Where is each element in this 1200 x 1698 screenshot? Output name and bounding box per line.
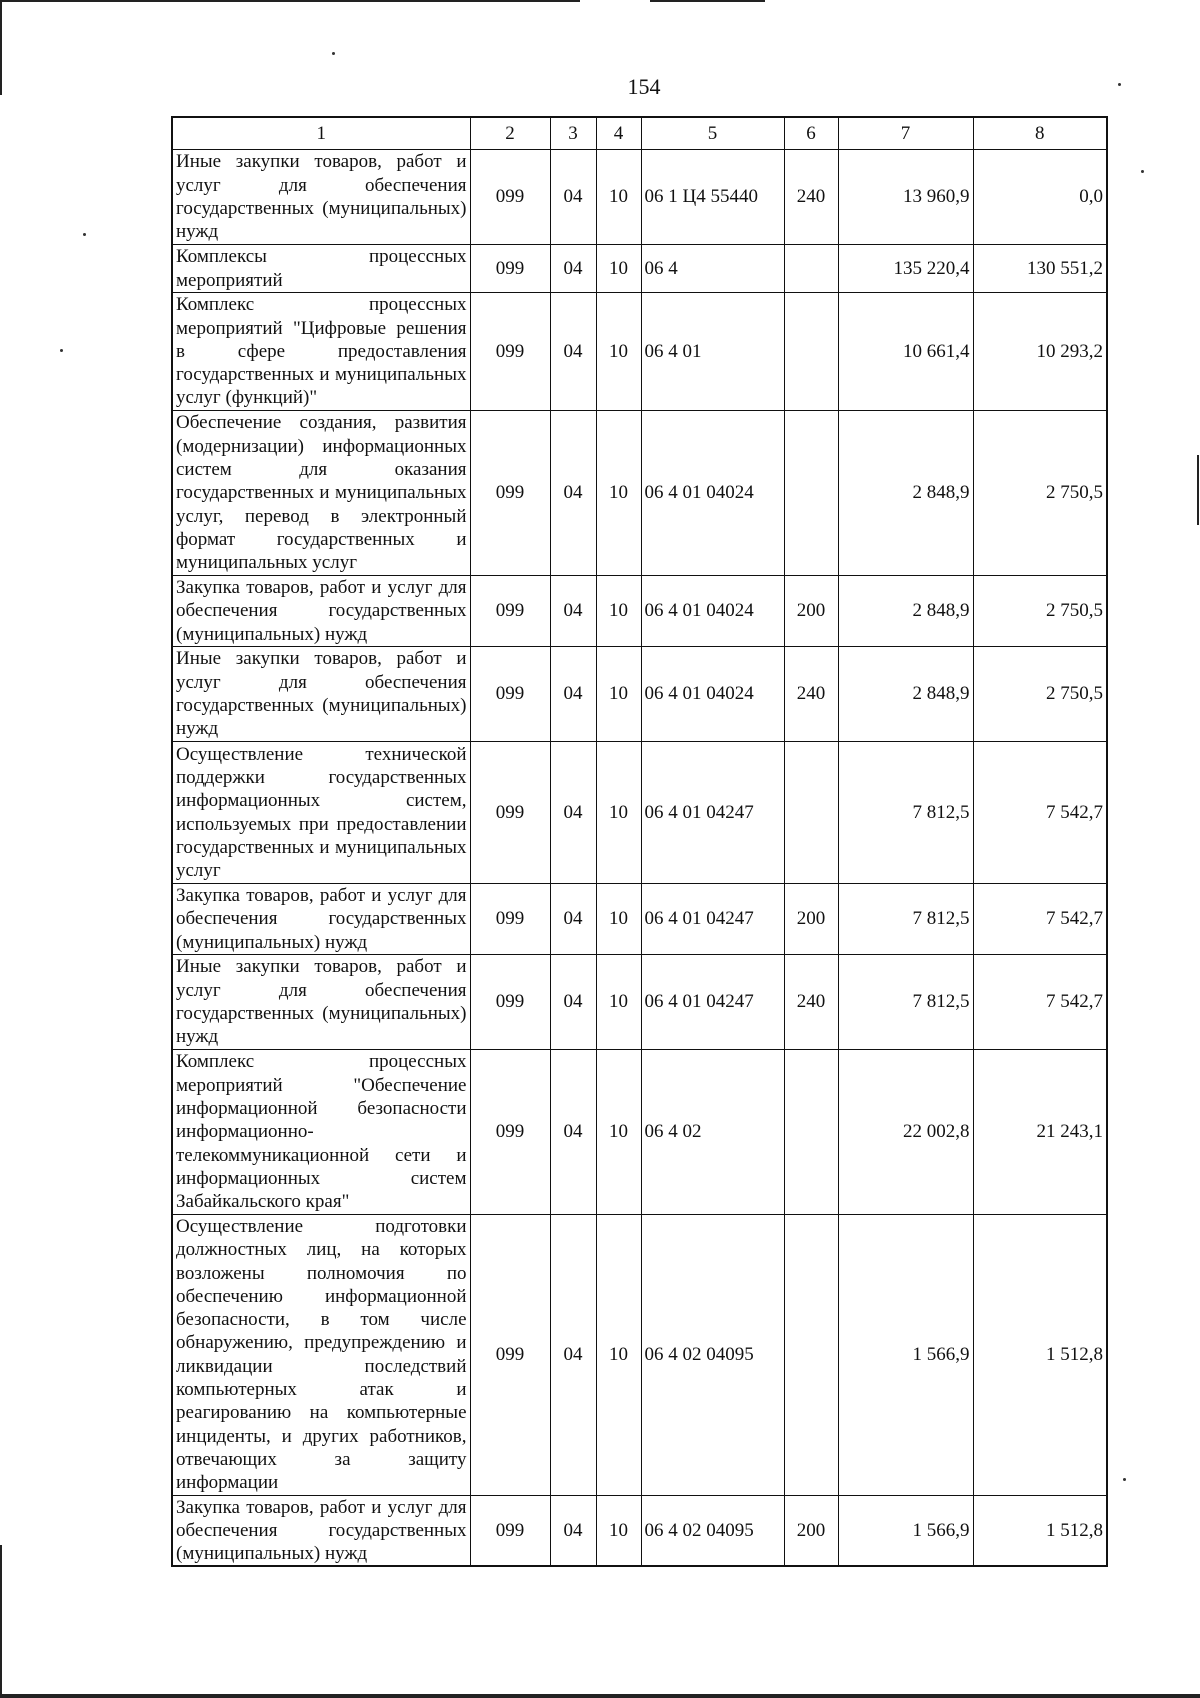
column-header: 5 bbox=[641, 117, 784, 150]
cell-subsection: 10 bbox=[596, 647, 641, 742]
row-name: Осуществление технической поддержки государственных информационных систем, используемых при предоставлении государственных и муниципальных услуг bbox=[172, 742, 470, 884]
column-header: 7 bbox=[838, 117, 973, 150]
cell-amount-7: 13 960,9 bbox=[838, 150, 973, 245]
cell-amount-8: 1 512,8 bbox=[973, 1215, 1107, 1496]
scan-border-right bbox=[1197, 455, 1199, 525]
table-row bbox=[172, 293, 1107, 411]
page-number: 154 bbox=[627, 74, 661, 99]
scan-speck bbox=[332, 52, 335, 55]
cell-amount-8: 130 551,2 bbox=[973, 245, 1107, 293]
cell-amount-7: 135 220,4 bbox=[838, 245, 973, 293]
cell-amount-7: 1 566,9 bbox=[838, 1495, 973, 1566]
cell-amount-8: 2 750,5 bbox=[973, 411, 1107, 576]
cell-subsection: 10 bbox=[596, 1495, 641, 1566]
cell-section: 04 bbox=[550, 1215, 596, 1496]
cell-amount-7: 2 848,9 bbox=[838, 411, 973, 576]
cell-target-article: 06 4 01 04247 bbox=[641, 742, 784, 884]
table-row bbox=[172, 1215, 1107, 1496]
table-row bbox=[172, 1495, 1107, 1566]
cell-code: 099 bbox=[470, 955, 550, 1050]
column-header: 6 bbox=[784, 117, 838, 150]
table-row bbox=[172, 576, 1107, 647]
cell-target-article: 06 4 02 04095 bbox=[641, 1215, 784, 1496]
cell-code: 099 bbox=[470, 576, 550, 647]
column-header: 4 bbox=[596, 117, 641, 150]
cell-subsection: 10 bbox=[596, 955, 641, 1050]
cell-subsection: 10 bbox=[596, 1050, 641, 1215]
scan-border-left-lower bbox=[0, 1545, 2, 1698]
row-name: Закупка товаров, работ и услуг для обеспечения государственных (муниципальных) нужд bbox=[172, 576, 470, 647]
cell-subsection: 10 bbox=[596, 411, 641, 576]
row-name: Комплексы процессных мероприятий bbox=[172, 245, 470, 293]
cell-section: 04 bbox=[550, 411, 596, 576]
cell-amount-7: 22 002,8 bbox=[838, 1050, 973, 1215]
cell-code: 099 bbox=[470, 293, 550, 411]
column-header: 3 bbox=[550, 117, 596, 150]
cell-code: 099 bbox=[470, 245, 550, 293]
cell-amount-8: 0,0 bbox=[973, 150, 1107, 245]
cell-expense-type: 240 bbox=[784, 955, 838, 1050]
table-row bbox=[172, 884, 1107, 955]
table-row bbox=[172, 955, 1107, 1050]
cell-subsection: 10 bbox=[596, 150, 641, 245]
cell-section: 04 bbox=[550, 576, 596, 647]
cell-section: 04 bbox=[550, 293, 596, 411]
scan-speck bbox=[1123, 1478, 1126, 1481]
cell-amount-8: 2 750,5 bbox=[973, 647, 1107, 742]
budget-table bbox=[171, 116, 1108, 1567]
cell-amount-7: 2 848,9 bbox=[838, 647, 973, 742]
cell-code: 099 bbox=[470, 742, 550, 884]
scan-border-top-right bbox=[650, 0, 765, 2]
cell-target-article: 06 4 01 04024 bbox=[641, 411, 784, 576]
cell-amount-7: 1 566,9 bbox=[838, 1215, 973, 1496]
cell-target-article: 06 4 01 04247 bbox=[641, 884, 784, 955]
cell-section: 04 bbox=[550, 245, 596, 293]
cell-expense-type bbox=[784, 1215, 838, 1496]
scan-speck bbox=[1141, 170, 1144, 173]
cell-amount-8: 21 243,1 bbox=[973, 1050, 1107, 1215]
cell-code: 099 bbox=[470, 150, 550, 245]
cell-target-article: 06 1 Ц4 55440 bbox=[641, 150, 784, 245]
row-name: Комплекс процессных мероприятий "Цифровые решения в сфере предоставления государственных и муниципальных услуг (функций)" bbox=[172, 293, 470, 411]
cell-expense-type bbox=[784, 293, 838, 411]
cell-amount-7: 7 812,5 bbox=[838, 955, 973, 1050]
cell-expense-type: 200 bbox=[784, 884, 838, 955]
cell-amount-8: 7 542,7 bbox=[973, 955, 1107, 1050]
cell-amount-7: 10 661,4 bbox=[838, 293, 973, 411]
cell-target-article: 06 4 01 04024 bbox=[641, 647, 784, 742]
cell-subsection: 10 bbox=[596, 293, 641, 411]
header-row bbox=[172, 117, 1107, 150]
column-header: 1 bbox=[172, 117, 470, 150]
cell-section: 04 bbox=[550, 742, 596, 884]
cell-amount-8: 7 542,7 bbox=[973, 884, 1107, 955]
cell-amount-8: 1 512,8 bbox=[973, 1495, 1107, 1566]
cell-target-article: 06 4 bbox=[641, 245, 784, 293]
cell-subsection: 10 bbox=[596, 576, 641, 647]
cell-subsection: 10 bbox=[596, 245, 641, 293]
cell-code: 099 bbox=[470, 1050, 550, 1215]
cell-code: 099 bbox=[470, 884, 550, 955]
cell-target-article: 06 4 02 bbox=[641, 1050, 784, 1215]
cell-expense-type bbox=[784, 411, 838, 576]
scan-border-bottom bbox=[0, 1694, 1200, 1698]
cell-section: 04 bbox=[550, 647, 596, 742]
cell-subsection: 10 bbox=[596, 1215, 641, 1496]
column-header: 8 bbox=[973, 117, 1107, 150]
cell-section: 04 bbox=[550, 884, 596, 955]
cell-expense-type: 200 bbox=[784, 576, 838, 647]
cell-expense-type bbox=[784, 245, 838, 293]
cell-target-article: 06 4 01 04247 bbox=[641, 955, 784, 1050]
cell-amount-7: 7 812,5 bbox=[838, 884, 973, 955]
cell-code: 099 bbox=[470, 1215, 550, 1496]
row-name: Осуществление подготовки должностных лиц, на которых возложены полномочия по обеспечению информационной безопасности, в том числе обнаружению, предупреждению и ликвидации последствий компьютерных атак и реагированию на компьютерные инциденты, и других работников, отвечающих за защиту информации bbox=[172, 1215, 470, 1496]
cell-expense-type bbox=[784, 742, 838, 884]
cell-amount-8: 10 293,2 bbox=[973, 293, 1107, 411]
cell-target-article: 06 4 02 04095 bbox=[641, 1495, 784, 1566]
row-name: Иные закупки товаров, работ и услуг для обеспечения государственных (муниципальных) нужд bbox=[172, 955, 470, 1050]
row-name: Обеспечение создания, развития (модернизации) информационных систем для оказания государственных и муниципальных услуг, перевод в электронный формат государственных и муниципальных услуг bbox=[172, 411, 470, 576]
cell-section: 04 bbox=[550, 955, 596, 1050]
cell-code: 099 bbox=[470, 1495, 550, 1566]
table-row bbox=[172, 1050, 1107, 1215]
cell-expense-type: 240 bbox=[784, 647, 838, 742]
cell-amount-8: 7 542,7 bbox=[973, 742, 1107, 884]
row-name: Иные закупки товаров, работ и услуг для обеспечения государственных (муниципальных) нужд bbox=[172, 150, 470, 245]
cell-target-article: 06 4 01 bbox=[641, 293, 784, 411]
scan-speck bbox=[83, 233, 86, 236]
row-name: Закупка товаров, работ и услуг для обеспечения государственных (муниципальных) нужд bbox=[172, 884, 470, 955]
table-row bbox=[172, 150, 1107, 245]
table-row bbox=[172, 742, 1107, 884]
table-row bbox=[172, 411, 1107, 576]
table-row bbox=[172, 647, 1107, 742]
cell-expense-type bbox=[784, 1050, 838, 1215]
scan-speck bbox=[60, 349, 63, 352]
cell-target-article: 06 4 01 04024 bbox=[641, 576, 784, 647]
cell-subsection: 10 bbox=[596, 884, 641, 955]
cell-expense-type: 200 bbox=[784, 1495, 838, 1566]
cell-section: 04 bbox=[550, 1050, 596, 1215]
table-row bbox=[172, 245, 1107, 293]
cell-subsection: 10 bbox=[596, 742, 641, 884]
column-header: 2 bbox=[470, 117, 550, 150]
cell-code: 099 bbox=[470, 411, 550, 576]
cell-section: 04 bbox=[550, 150, 596, 245]
scan-border-top bbox=[0, 0, 580, 2]
cell-amount-7: 2 848,9 bbox=[838, 576, 973, 647]
cell-expense-type: 240 bbox=[784, 150, 838, 245]
row-name: Иные закупки товаров, работ и услуг для обеспечения государственных (муниципальных) нужд bbox=[172, 647, 470, 742]
cell-section: 04 bbox=[550, 1495, 596, 1566]
cell-amount-7: 7 812,5 bbox=[838, 742, 973, 884]
cell-amount-8: 2 750,5 bbox=[973, 576, 1107, 647]
row-name: Закупка товаров, работ и услуг для обеспечения государственных (муниципальных) нужд bbox=[172, 1495, 470, 1566]
cell-code: 099 bbox=[470, 647, 550, 742]
row-name: Комплекс процессных мероприятий "Обеспечение информационной безопасности информационно-телекоммуникационной сети и информационных систем Забайкальского края" bbox=[172, 1050, 470, 1215]
